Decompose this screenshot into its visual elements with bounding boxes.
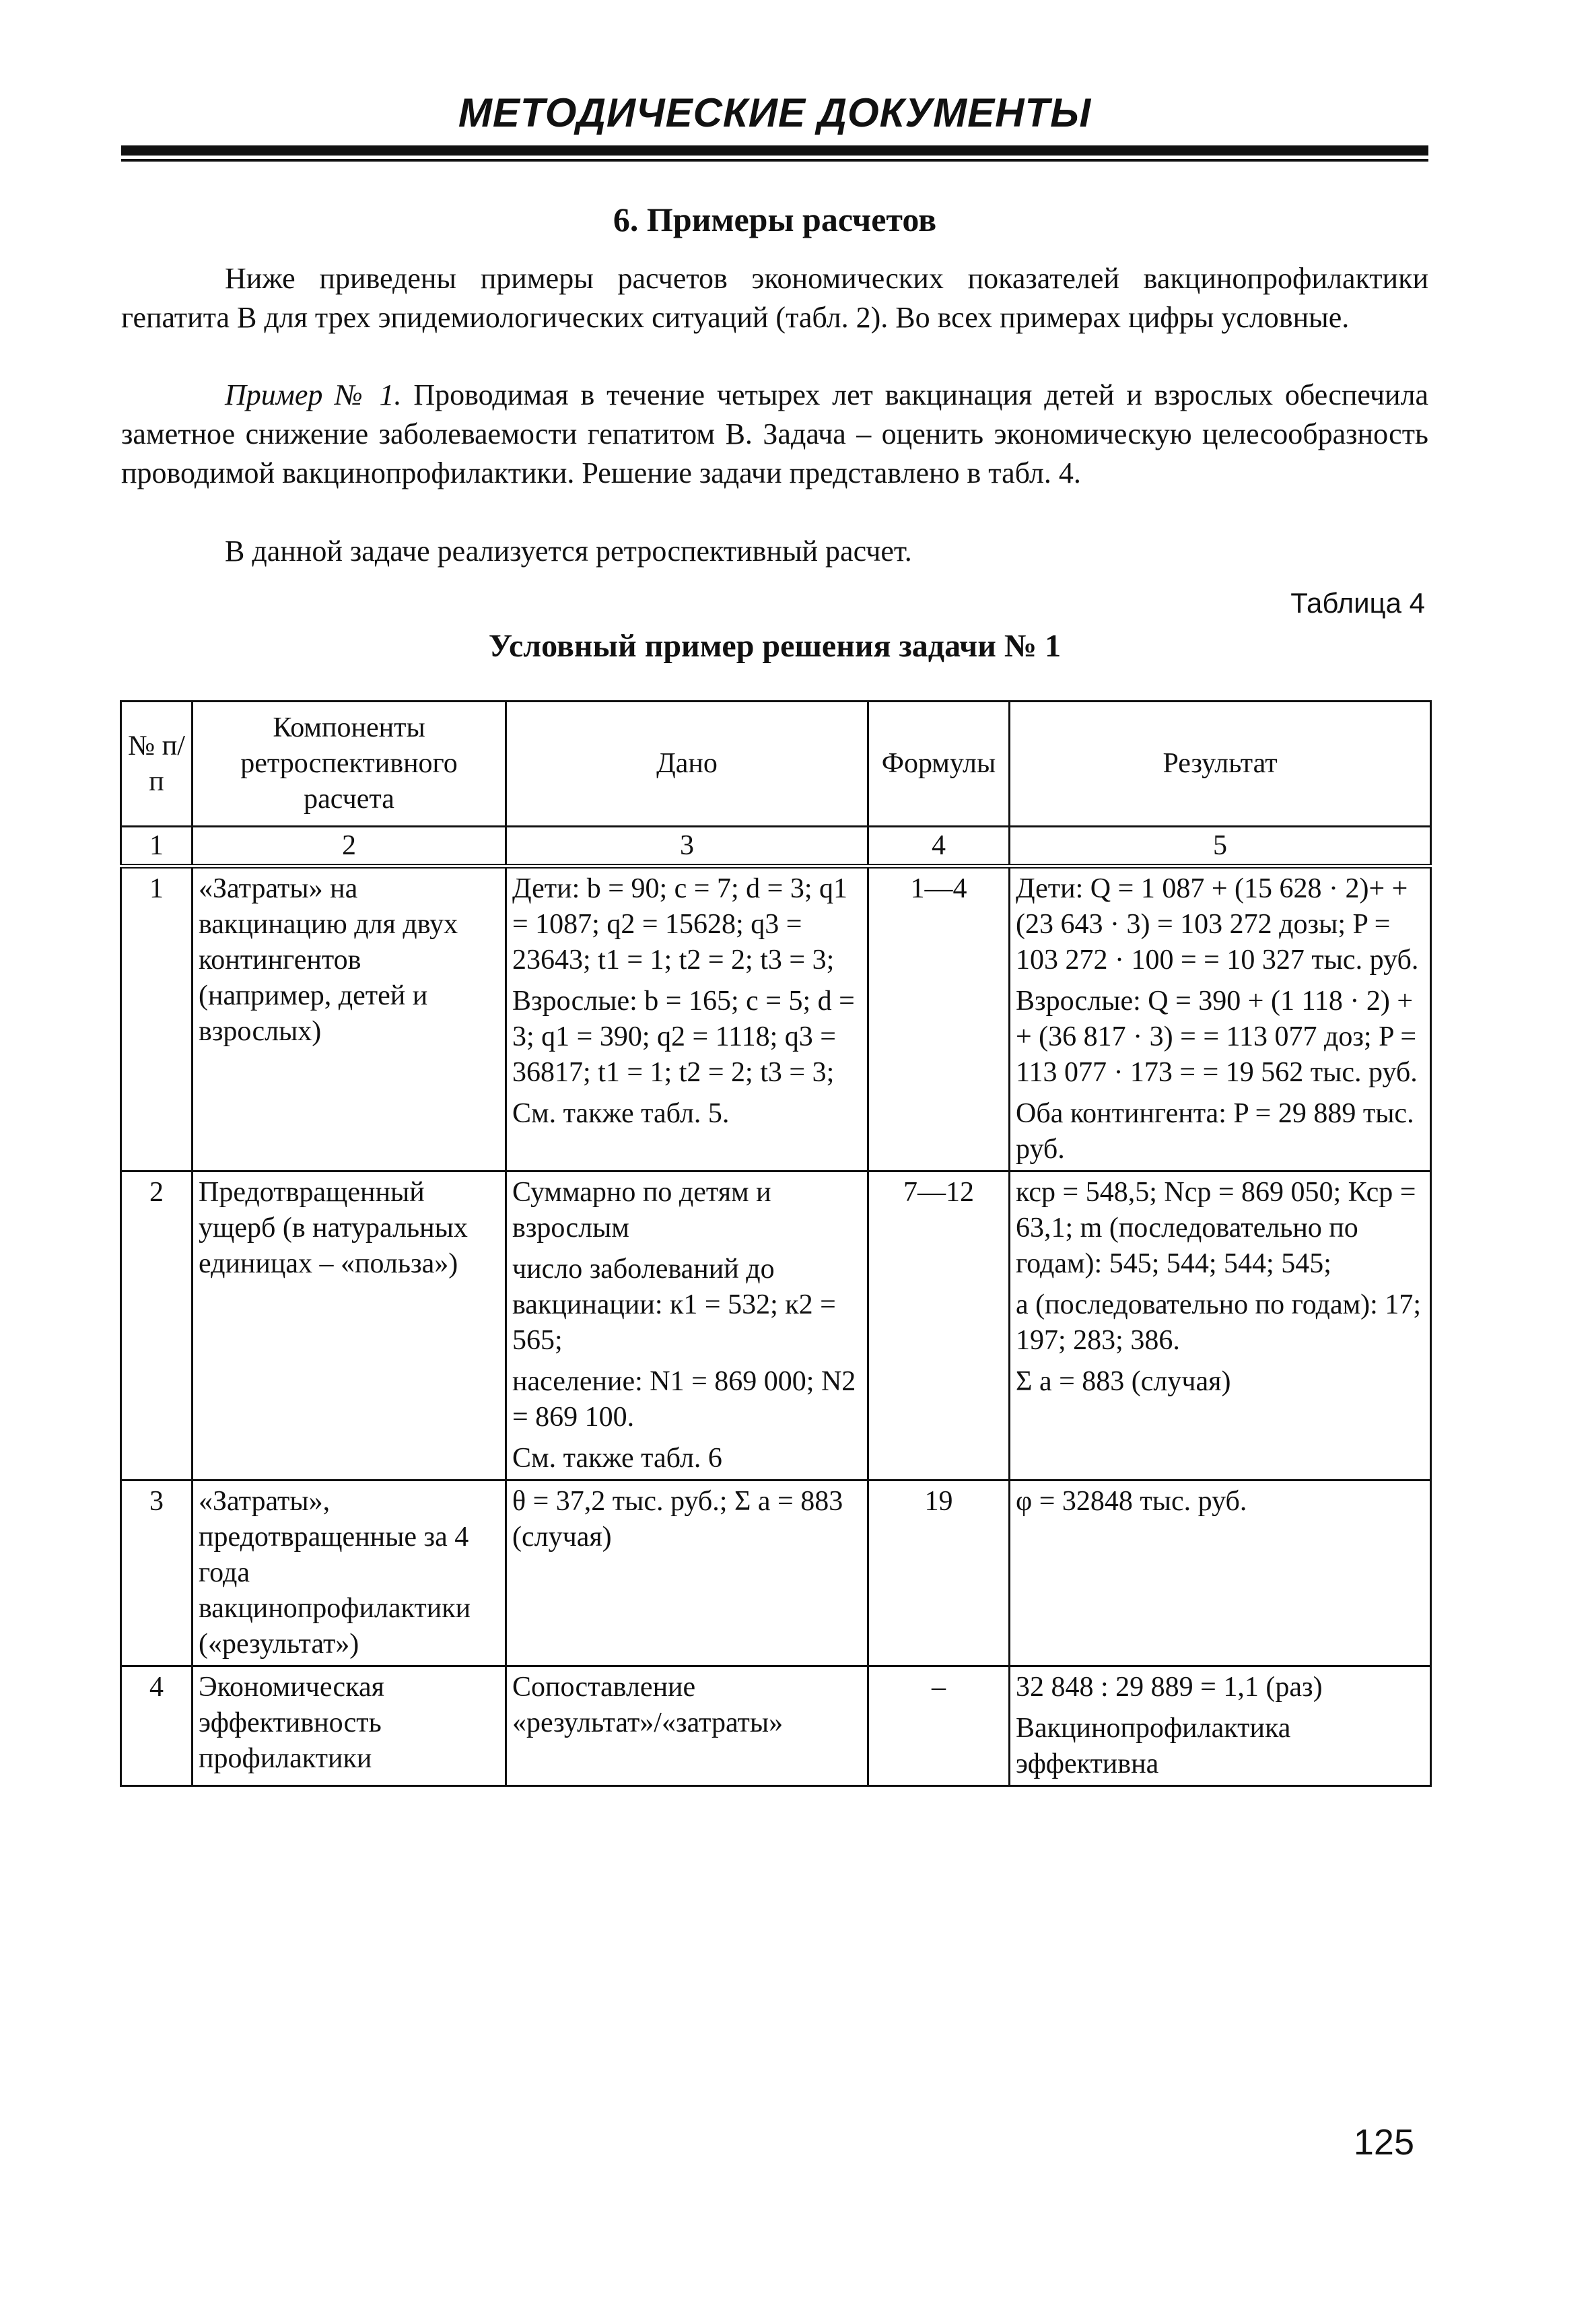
table-row (121, 1666, 1431, 1786)
row-formulas: 19 (868, 1481, 1010, 1666)
given-line: См. также табл. 5. (512, 1098, 730, 1129)
row-num: 4 (121, 1666, 193, 1786)
col-number: 4 (868, 827, 1010, 866)
col-number: 2 (193, 827, 506, 866)
result-line: Дети: Q = 1 087 + (15 628 · 2)+ +(23 643 · 3) = 103 272 дозы; P = 103 272 · 100 = = 10 327 тыс. руб. (1016, 873, 1419, 976)
row-given (506, 866, 868, 1171)
col-number: 1 (121, 827, 193, 866)
col-number: 5 (1010, 827, 1431, 866)
row-given (506, 1171, 868, 1481)
example-label: Пример № 1. (225, 378, 402, 411)
header-rule-thick (121, 145, 1428, 156)
row-component: Предотвращенный ущерб (в натуральных единицах – «польза») (193, 1171, 506, 1481)
result-line: a (последовательно по годам): 17; 197; 283; 386. (1016, 1289, 1421, 1356)
row-result (1010, 1666, 1431, 1786)
header-rule-thin (121, 159, 1428, 162)
given-line: Суммарно по детям и взрослым (512, 1177, 771, 1244)
result-line: Оба контингента: P = 29 889 тыс. руб. (1016, 1098, 1414, 1165)
paragraph-retrospective: В данной задаче реализуется ретроспективный расчет. (225, 535, 912, 568)
row-component: «Затраты» на вакцинацию для двух контингентов (например, детей и взрослых) (193, 866, 506, 1171)
row-given (506, 1666, 868, 1786)
row-formulas: 7—12 (868, 1171, 1010, 1481)
header-component: Компоненты ретроспективного расчета (193, 702, 506, 827)
given-line: население: N1 = 869 000; N2 = 869 100. (512, 1366, 856, 1433)
given-line: Взрослые: b = 165; c = 5; d = 3; q1 = 390; q2 = 1118; q3 = 36817; t1 = 1; t2 = 2; t3 = 3; (512, 986, 855, 1088)
row-num: 2 (121, 1171, 193, 1481)
table-row (121, 1481, 1431, 1666)
header-given: Дано (506, 702, 868, 827)
row-given (506, 1481, 868, 1666)
example-text: Проводимая в течение четырех лет вакцинация детей и взрослых обеспечила заметное снижение заболеваемости гепатитом В. Задача – оценить экономическую целесообразность проводимой вакцинопрофилактики. Решение задачи представлено в табл. 4. (121, 378, 1429, 489)
table-row (121, 1171, 1431, 1481)
running-header: МЕТОДИЧЕСКИЕ ДОКУМЕНТЫ (458, 90, 1092, 135)
column-number-row (121, 827, 1431, 866)
table-title: Условный пример решения задачи № 1 (488, 628, 1062, 664)
row-component: «Затраты», предотвращенные за 4 года вакцинопрофилактики («результат») (193, 1481, 506, 1666)
result-line: Взрослые: Q = 390 + (1 118 · 2) + + (36 817 · 3) = = 113 077 доз; P = 113 077 · 173 = = 19 562 тыс. руб. (1016, 986, 1418, 1088)
result-line: Σ a = 883 (случая) (1016, 1366, 1231, 1397)
paragraph-intro: Ниже приведены примеры расчетов экономических показателей вакцинопрофилактики гепатита В для трех эпидемиологических ситуаций (табл. 2). Во всех примерах цифры условные. (121, 262, 1428, 334)
table-header-row (121, 702, 1431, 827)
paragraph-example-1 (121, 376, 1428, 493)
given-line: Сопоставление «результат»/«затраты» (512, 1672, 784, 1738)
row-num: 1 (121, 866, 193, 1171)
row-formulas: 1—4 (868, 866, 1010, 1171)
row-result (1010, 1171, 1431, 1481)
page-number: 125 (1353, 2122, 1414, 2163)
row-num: 3 (121, 1481, 193, 1666)
row-result (1010, 866, 1431, 1171)
row-formulas: – (868, 1666, 1010, 1786)
given-line: θ = 37,2 тыс. руб.; Σ a = 883 (случая) (512, 1486, 843, 1553)
table-label: Таблица 4 (1290, 587, 1425, 619)
result-line: Вакцинопрофилактика эффективна (1016, 1713, 1291, 1779)
col-number: 3 (506, 827, 868, 866)
calculation-table (120, 700, 1432, 1787)
given-line: число заболеваний до вакцинации: к1 = 532; к2 = 565; (512, 1254, 836, 1356)
row-result (1010, 1481, 1431, 1666)
given-line: Дети: b = 90; c = 7; d = 3; q1 = 1087; q2 = 15628; q3 = 23643; t1 = 1; t2 = 2; t3 = 3; (512, 873, 848, 976)
header-num: № п/п (121, 702, 193, 827)
section-title: 6. Примеры расчетов (613, 201, 937, 238)
row-component: Экономическая эффективность профилактики (193, 1666, 506, 1786)
header-result: Результат (1010, 702, 1431, 827)
result-line: 32 848 : 29 889 = 1,1 (раз) (1016, 1672, 1323, 1703)
header-formulas: Формулы (868, 702, 1010, 827)
result-line: φ = 32848 тыс. руб. (1016, 1486, 1247, 1517)
table-row (121, 866, 1431, 1171)
result-line: кср = 548,5; Nср = 869 050; Кср = 63,1; m (последовательно по годам): 545; 544; 544; 545; (1016, 1177, 1416, 1279)
given-line: См. также табл. 6 (512, 1443, 722, 1474)
